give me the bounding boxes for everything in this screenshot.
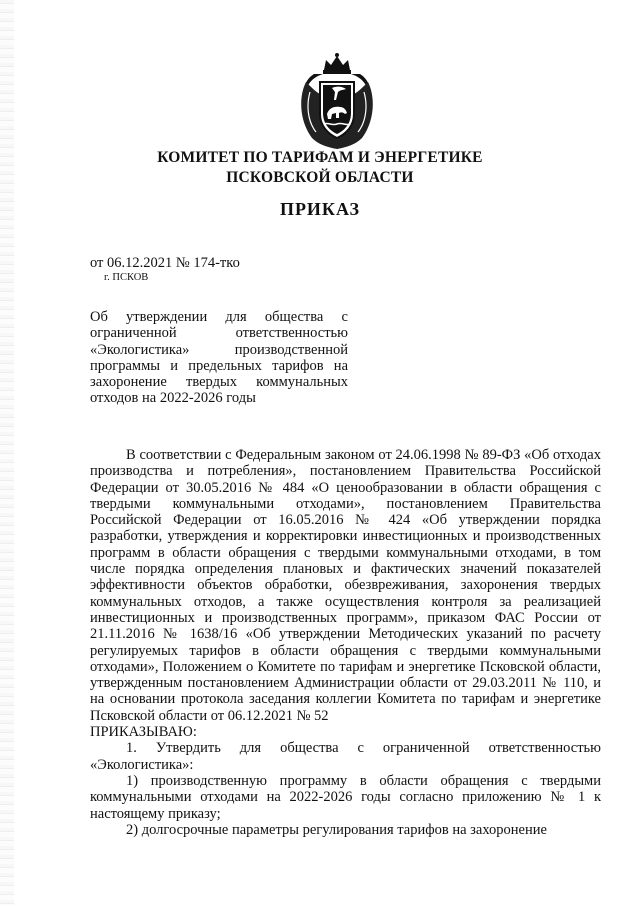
org-name-line-2: ПСКОВСКОЙ ОБЛАСТИ [226, 169, 414, 186]
order-subject: Об утверждении для общества с ограниченной ответственностью «Экологистика» производственной программы и предельных тарифов на захоронение твердых коммунальных отходов на 2022-2026 годы [90, 309, 348, 407]
document-type-heading: ПРИКАЗ [279, 199, 361, 219]
city-label: г. ПСКОВ [104, 272, 149, 283]
preamble-paragraph: В соответствии с Федеральным законом от 24.06.1998 № 89-ФЗ «Об отходах производства и потребления», постановлением Правительства Российской Федерации от 30.05.2016 № 484 «О ценообразовании в области обращения с твердыми коммунальными отходами», постановлением Правительства Российской Федерации от 16.05.2016 № 424 «Об утверждении порядка разработки, утверждения и корректировки инвестиционных и производственных программ в области обращения с твердыми коммунальными отходами, в том числе порядка определения плановых и фактических значений показателей эффективности объектов обработки, обезвреживания, захоронения твердых коммунальных отходов, а также осуществления контроля за реализацией инвестиционных и производственных программ», приказом ФАС России от 21.11.2016 № 1638/16 «Об утверждении Методических указаний по расчету регулируемых тарифов в области обращения с твердыми коммунальными отходами», Положением о Комитете по тарифам и энергетике Псковской области, утвержденным постановлением Администрации области от 29.03.2011 № 110, и на основании протокола заседания коллегии Комитета по тарифам и энергетике Псковской области от 06.12.2021 № 52 [90, 447, 601, 724]
coat-of-arms-icon [296, 52, 378, 150]
item-1-subitem-2: 2) долгосрочные параметры регулирования тарифов на захоронение [126, 821, 547, 838]
order-word: ПРИКАЗЫВАЮ: [90, 724, 197, 741]
scan-edge-artifact [0, 0, 14, 905]
organization-name [0, 148, 640, 188]
item-1-subitem-1: 1) производственную программу в области обращения с твердыми коммунальными отходами на 2022-2026 годы согласно приложению № 1 к настоящему приказу; [90, 772, 601, 822]
org-name-line-1: КОМИТЕТ ПО ТАРИФАМ И ЭНЕРГЕТИКЕ [157, 149, 483, 166]
date-and-number: от 06.12.2021 № 174-тко [90, 255, 240, 271]
order-body [90, 447, 601, 838]
item-1: 1. Утвердить для общества с ограниченной ответственностью «Экологистика»: [90, 740, 601, 773]
